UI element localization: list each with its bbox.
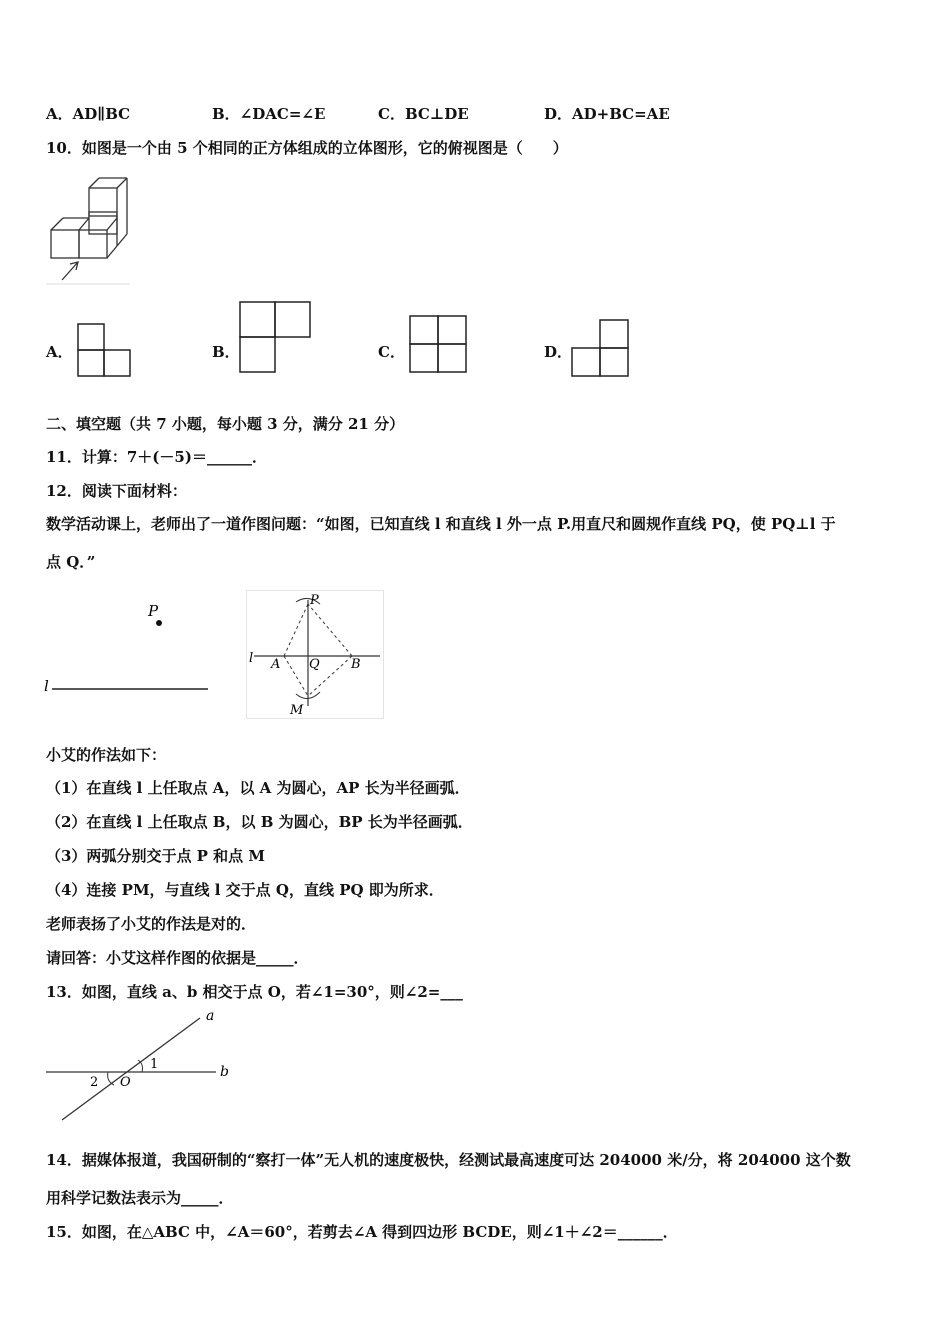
point-p-label: P bbox=[148, 602, 159, 620]
label-p: P bbox=[310, 593, 319, 608]
line-a bbox=[62, 1018, 200, 1120]
q12-step-1: （1）在直线 l 上任取点 A，以 A 为圆心，AP 长为半径画弧． bbox=[46, 779, 470, 797]
q10-text: 10．如图是一个由 5 个相同的正方体组成的立体图形，它的俯视图是（ ） bbox=[46, 139, 568, 157]
label-angle-1: 1 bbox=[150, 1057, 159, 1072]
q10-option-d-label: D． bbox=[544, 343, 573, 361]
q13-text: 13．如图，直线 a、b 相交于点 O，若∠1=30°，则∠2=___ bbox=[46, 983, 463, 1001]
label-b: b bbox=[220, 1064, 229, 1080]
q12-step-3: （3）两弧分别交于点 P 和点 M bbox=[46, 847, 265, 865]
label-a: A bbox=[271, 657, 281, 672]
line-l-label: l bbox=[44, 677, 49, 695]
q9-option-c: C．BC⊥DE bbox=[378, 105, 469, 123]
q12-line-1: 数学活动课上，老师出了一道作图问题：“如图，已知直线 l 和直线 l 外一点 P.用直尺和圆规作直线 PQ，使 PQ⊥l 于 bbox=[46, 515, 836, 533]
q12-line-2: 点 Q．” bbox=[46, 553, 96, 571]
q12-praise: 老师表扬了小艾的作法是对的． bbox=[46, 915, 257, 933]
q12-step-4: （4）连接 PM，与直线 l 交于点 Q，直线 PQ 即为所求． bbox=[46, 881, 444, 899]
q10-option-a-figure bbox=[76, 322, 132, 378]
q10-option-a-label: A． bbox=[46, 343, 73, 361]
q13-figure bbox=[44, 1008, 240, 1126]
q9-option-a: A．AD∥BC bbox=[46, 105, 131, 123]
q11-text: 11．计算：7＋(－5)＝______． bbox=[46, 448, 267, 466]
label-a: a bbox=[206, 1008, 215, 1024]
label-angle-2: 2 bbox=[90, 1075, 99, 1090]
q12-construction-figure bbox=[246, 590, 386, 720]
q12-title: 12．阅读下面材料： bbox=[46, 482, 187, 500]
label-o: O bbox=[120, 1075, 131, 1090]
q12-method-title: 小艾的作法如下： bbox=[46, 746, 167, 764]
q14-line-2: 用科学记数法表示为_____． bbox=[46, 1189, 234, 1207]
section-2-title: 二、填空题（共 7 小题，每小题 3 分，满分 21 分） bbox=[46, 415, 405, 433]
q12-given-figure bbox=[44, 596, 214, 716]
q15-text: 15．如图，在△ABC 中，∠A＝60°，若剪去∠A 得到四边形 BCDE，则∠1＋∠2＝______． bbox=[46, 1223, 678, 1241]
q10-cube-figure bbox=[46, 176, 130, 286]
label-l: l bbox=[249, 651, 254, 666]
q10-option-c-figure bbox=[408, 314, 470, 376]
q10-option-b-figure bbox=[238, 300, 314, 374]
q9-option-d: D．AD+BC=AE bbox=[544, 105, 670, 123]
q10-option-d-figure bbox=[570, 318, 630, 378]
label-q: Q bbox=[309, 657, 320, 672]
q12-question: 请回答：小艾这样作图的依据是_____． bbox=[46, 949, 309, 967]
q9-option-b: B．∠DAC=∠E bbox=[212, 105, 326, 123]
label-b: B bbox=[351, 657, 361, 672]
q12-step-2: （2）在直线 l 上任取点 B，以 B 为圆心，BP 长为半径画弧． bbox=[46, 813, 473, 831]
q10-option-b-label: B． bbox=[212, 343, 240, 361]
point-p-dot bbox=[156, 620, 162, 626]
label-m: M bbox=[290, 703, 304, 718]
q10-option-c-label: C． bbox=[378, 343, 405, 361]
q14-line-1: 14．据媒体报道，我国研制的“察打一体”无人机的速度极快，经测试最高速度可达 204000 米/分，将 204000 这个数 bbox=[46, 1151, 851, 1169]
